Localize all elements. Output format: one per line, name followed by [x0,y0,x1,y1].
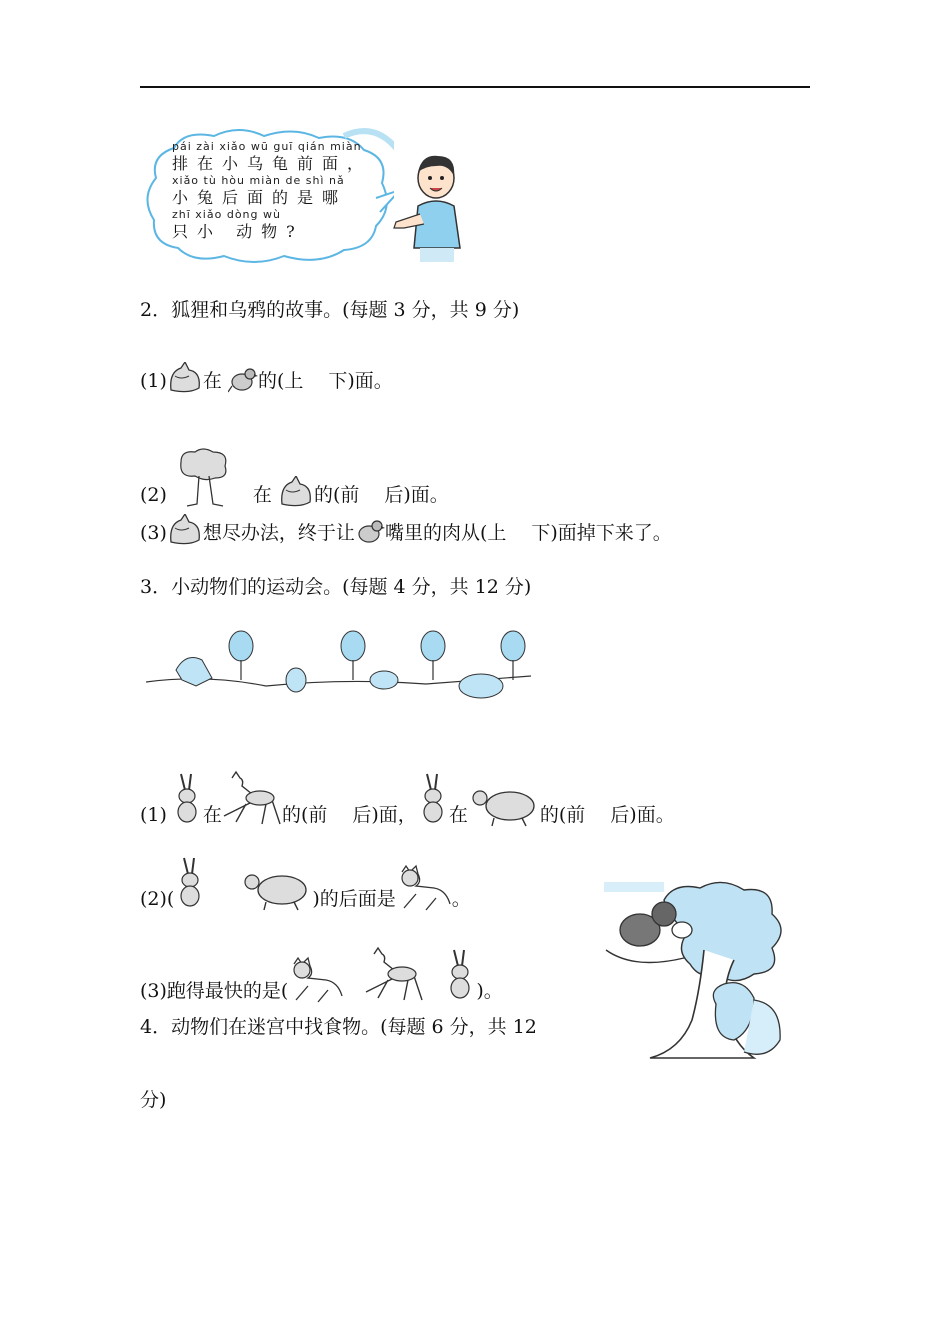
text: )。 [476,980,503,1002]
text: 的(前 后)面， [281,804,417,826]
fox-icon [167,362,203,394]
crow-icon [355,518,385,546]
hanzi-line: 排在小乌龟前面， [172,154,373,173]
text: 嘴里的肉从(上 下)面掉下来了。 [384,522,672,544]
pinyin-line: zhī xiǎo dòng wù [172,208,281,221]
text: 在 [448,804,468,826]
tree-scene-illustration [604,880,789,1065]
text: (3)跑得最快的是( [140,980,289,1002]
q2-part2 [140,448,449,508]
fox-icon [278,476,314,508]
text: 在 [202,804,222,826]
pinyin-line: xiǎo tù hòu miàn de shì nǎ [172,174,345,187]
fox-icon [167,514,203,546]
text: 的(上 下)面。 [257,370,393,392]
q4-title: 4．动物们在迷宫中找食物。(每题 6 分，共 12 [140,1016,537,1038]
cat-icon [288,956,344,1004]
text: 。 [451,888,471,910]
rabbit-icon [417,772,449,828]
q2-part1 [140,362,393,394]
q2-title: 2．狐狸和乌鸦的故事。(每题 3 分，共 9 分) [140,299,520,321]
q3-part1 [140,770,675,828]
bubble-text [172,140,372,242]
part-number: (2)( [140,888,175,910]
part-number: (1) [140,370,167,392]
part-number: (3) [140,522,167,544]
rabbit-icon [171,772,203,828]
text: 的(前 后)面。 [313,484,449,506]
text: )的后面是 [312,888,396,910]
turtle-icon [240,864,312,912]
rabbit-icon [174,856,206,912]
text: 在 [202,370,222,392]
q4-title-continued: 分) [140,1089,167,1111]
deer-icon [364,946,424,1004]
q3-title: 3．小动物们的运动会。(每题 4 分，共 12 分) [140,576,532,598]
race-scene-illustration [146,630,531,715]
turtle-icon [468,780,540,828]
q2-part3 [140,514,672,546]
text: 的(前 后)面。 [539,804,675,826]
hanzi-line: 小兔后面的是哪 [172,188,348,207]
q3-part2 [140,856,471,912]
boy-illustration [390,150,465,270]
part-number: (1) [140,804,167,826]
pinyin-line: pái zài xiǎo wū guī qián miàn [172,140,362,153]
hanzi-line: 只小 动物? [172,222,304,241]
header-rule [140,86,810,88]
part-number: (2) [140,484,167,506]
crow-icon [228,366,258,394]
text: 想尽办法，终于让 [202,522,355,544]
speech-bubble-figure [140,122,465,272]
tree-icon [175,448,231,508]
cat-icon [396,864,452,912]
text: 在 [252,484,272,506]
deer-icon [222,770,282,828]
rabbit-icon [444,948,476,1004]
q3-part3 [140,946,503,1004]
